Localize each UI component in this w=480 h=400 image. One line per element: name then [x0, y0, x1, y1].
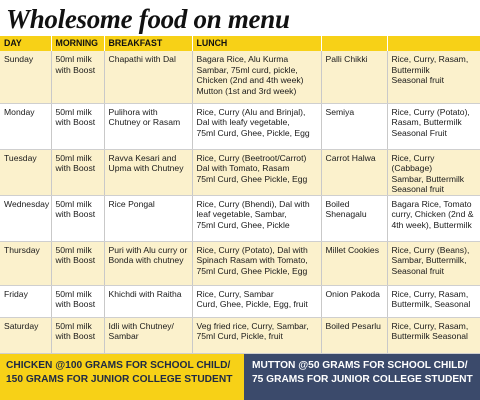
cell-line: Spinach Rasam with Tomato, — [196, 255, 308, 266]
cell-line: Onion Pakoda — [325, 288, 380, 299]
cell-line: Ravva Kesari and — [108, 152, 177, 163]
cell-line: 75ml Curd, Ghee, Pickle — [196, 220, 290, 231]
cell-day: Tuesday — [0, 149, 51, 195]
cell-snack — [321, 285, 387, 317]
cell-line: Buttermilk — [391, 64, 430, 75]
cell-dinner — [387, 195, 480, 241]
cell-line: Upma with Chutney — [108, 163, 184, 174]
cell-snack — [321, 195, 387, 241]
cell-line: Rice, Curry (Beans), — [391, 244, 470, 255]
cell-line: Rasam, Buttermilk — [391, 117, 462, 128]
cell-line: with Boost — [55, 209, 96, 220]
cell-line: Puri with Alu curry or — [108, 244, 188, 255]
cell-lunch — [192, 149, 321, 195]
cell-lunch — [192, 241, 321, 285]
cell-line: with Boost — [55, 117, 96, 128]
table-row — [0, 285, 480, 317]
cell-line: Rice, Curry, Sambar — [196, 288, 274, 299]
cell-line: 4th week), Buttermilk — [391, 220, 472, 231]
header-day: DAY — [0, 36, 51, 51]
cell-line: Pulihora with — [108, 106, 158, 117]
cell-line: Sambar, Buttermilk — [391, 173, 465, 184]
header-breakfast: BREAKFAST — [104, 36, 192, 51]
cell-breakfast — [104, 241, 192, 285]
cell-morning — [51, 149, 104, 195]
cell-day: Friday — [0, 285, 51, 317]
cell-line: Rice, Curry (Bhendi), Dal with — [196, 198, 310, 209]
cell-day: Sunday — [0, 51, 51, 103]
cell-line: Millet Cookies — [325, 244, 379, 255]
cell-line: Mutton (1st and 3rd week) — [196, 85, 297, 96]
cell-snack — [321, 149, 387, 195]
cell-line: Shenagalu — [325, 209, 367, 220]
cell-lunch — [192, 103, 321, 149]
table-row — [0, 241, 480, 285]
cell-dinner — [387, 285, 480, 317]
cell-line: 50ml milk — [55, 106, 92, 117]
page-title: Wholesome food on menu — [6, 4, 290, 34]
cell-day: Monday — [0, 103, 51, 149]
cell-line: Rice, Curry (Beetroot/Carrot) — [196, 152, 307, 163]
cell-line: Khichdi with Raitha — [108, 288, 182, 299]
cell-line: Palli Chikki — [325, 54, 368, 64]
cell-breakfast — [104, 285, 192, 317]
cell-line: with Boost — [55, 163, 96, 174]
cell-line: 75ml Curd, Ghee Pickle, Egg — [196, 266, 308, 277]
cell-line: Seasonal fruit — [391, 184, 445, 195]
cell-line: Boiled Pesarlu — [325, 320, 381, 331]
footer — [0, 354, 480, 400]
cell-snack — [321, 103, 387, 149]
cell-snack — [321, 317, 387, 353]
cell-line: 50ml milk — [55, 152, 92, 163]
cell-dinner — [387, 149, 480, 195]
chicken-note-line: 150 GRAMS FOR JUNIOR COLLEGE STUDENT — [6, 374, 233, 385]
cell-line: Sambar, 75ml curd, pickle, — [196, 64, 298, 75]
cell-snack — [321, 241, 387, 285]
cell-line: 50ml milk — [55, 198, 92, 209]
cell-line: Seasonal Fruit — [391, 127, 447, 138]
cell-line: 75ml Curd, Ghee, Pickle, Egg — [196, 127, 310, 138]
cell-morning — [51, 241, 104, 285]
cell-line: Buttermilk, Seasonal — [391, 299, 471, 310]
cell-lunch — [192, 51, 321, 103]
cell-line: Semiya — [325, 106, 355, 117]
cell-line: with Boost — [55, 64, 96, 75]
cell-line: Rice, Curry (Potato), Dal with — [196, 244, 308, 255]
cell-line: Dal with leafy vegetable, — [196, 117, 290, 128]
cell-breakfast — [104, 51, 192, 103]
cell-line: 50ml milk — [55, 320, 92, 331]
cell-line: 75ml Curd, Ghee Pickle, Egg — [196, 173, 308, 184]
cell-line: Rice, Curry, Rasam, — [391, 54, 469, 64]
cell-line: 50ml milk — [55, 288, 92, 299]
cell-breakfast — [104, 103, 192, 149]
cell-line: Rice, Curry (Potato), — [391, 106, 470, 117]
cell-dinner — [387, 241, 480, 285]
cell-line: with Boost — [55, 299, 96, 310]
mutton-note-line: 75 GRAMS FOR JUNIOR COLLEGE STUDENT — [252, 374, 473, 385]
cell-line: Bagara Rice, Alu Kurma — [196, 54, 289, 64]
cell-dinner — [387, 317, 480, 353]
cell-snack — [321, 51, 387, 103]
chicken-note — [0, 354, 244, 400]
cell-line: Dal with Tomato, Rasam — [196, 163, 290, 174]
cell-line: Boiled — [325, 198, 350, 209]
menu-table — [0, 36, 480, 354]
cell-line: Rice, Curry, Rasam, — [391, 320, 469, 331]
menu-body — [0, 51, 480, 353]
cell-day: Saturday — [0, 317, 51, 353]
mutton-note-line: MUTTON @50 GRAMS FOR SCHOOL CHILD/ — [252, 360, 468, 371]
cell-morning — [51, 195, 104, 241]
header-morning: MORNING — [51, 36, 104, 51]
cell-line: Seasonal fruit — [391, 75, 445, 86]
cell-morning — [51, 51, 104, 103]
cell-line: 50ml milk — [55, 54, 92, 64]
cell-morning — [51, 285, 104, 317]
cell-line: 75ml Curd, Pickle, fruit — [196, 331, 283, 342]
cell-breakfast — [104, 149, 192, 195]
table-row — [0, 103, 480, 149]
cell-dinner — [387, 103, 480, 149]
cell-line: curry, Chicken (2nd & — [391, 209, 474, 220]
cell-line: Rice, Curry (Alu and Brinjal), — [196, 106, 306, 117]
chicken-note-line: CHICKEN @100 GRAMS FOR SCHOOL CHILD/ — [6, 360, 231, 371]
cell-line: Chicken (2nd and 4th week) — [196, 75, 304, 86]
table-row — [0, 195, 480, 241]
cell-lunch — [192, 285, 321, 317]
cell-morning — [51, 103, 104, 149]
cell-line: with Boost — [55, 255, 96, 266]
cell-line: Rice, Curry (Cabbage) — [391, 152, 435, 174]
cell-line: Sambar, Buttermilk, — [391, 255, 467, 266]
table-row — [0, 51, 480, 103]
table-row — [0, 317, 480, 353]
header-snack — [321, 36, 387, 51]
cell-line: Chutney or Rasam — [108, 117, 181, 128]
header-row — [0, 36, 480, 51]
cell-line: with Boost — [55, 331, 96, 342]
cell-line: Buttermilk Seasonal — [391, 331, 468, 342]
cell-line: Rice, Curry, Rasam, — [391, 288, 469, 299]
cell-day: Wednesday — [0, 195, 51, 241]
table-row — [0, 149, 480, 195]
cell-line: Bagara Rice, Tomato — [391, 198, 472, 209]
cell-line: Chapathi with Dal — [108, 54, 176, 64]
cell-line: Seasonal fruit — [391, 266, 445, 277]
cell-dinner — [387, 51, 480, 103]
cell-breakfast — [104, 317, 192, 353]
cell-day: Thursday — [0, 241, 51, 285]
cell-line: Curd, Ghee, Pickle, Egg, fruit — [196, 299, 308, 310]
cell-line: leaf vegetable, Sambar, — [196, 209, 287, 220]
mutton-note — [244, 354, 480, 400]
cell-line: Sambar — [108, 331, 139, 342]
cell-line: Veg fried rice, Curry, Sambar, — [196, 320, 309, 331]
cell-lunch — [192, 195, 321, 241]
cell-line: Idli with Chutney/ — [108, 320, 174, 331]
cell-morning — [51, 317, 104, 353]
header-dinner — [387, 36, 480, 51]
header-lunch: LUNCH — [192, 36, 321, 51]
cell-line: Rice Pongal — [108, 198, 155, 209]
cell-line: Carrot Halwa — [325, 152, 376, 163]
cell-line: 50ml milk — [55, 244, 92, 255]
cell-breakfast — [104, 195, 192, 241]
cell-lunch — [192, 317, 321, 353]
cell-line: Bonda with chutney — [108, 255, 184, 266]
